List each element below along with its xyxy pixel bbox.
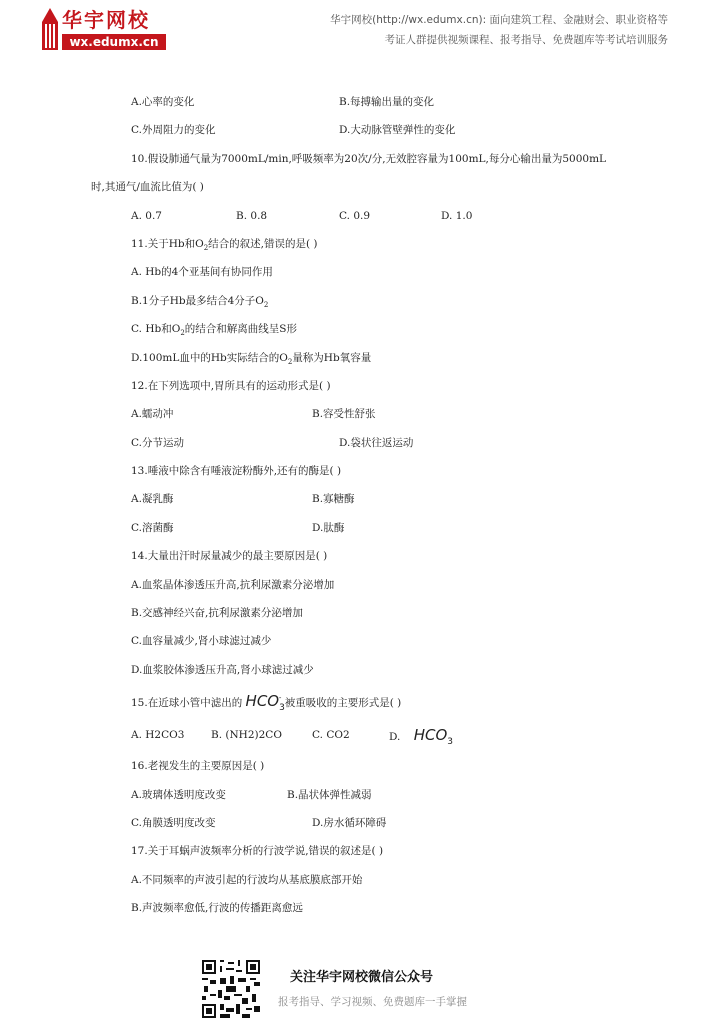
q15-stem: 15.在近球小管中滤出的 $HCO_3^-$ 被重吸收的主要形式是( ) — [131, 692, 402, 714]
q9-options-row-1 — [110, 88, 630, 116]
question-list — [91, 88, 630, 923]
q13-option-a: A.凝乳酶 — [131, 493, 174, 506]
header-line-2: 考证人群提供视频课程、报考指导、免费题库等考试培训服务 — [384, 34, 668, 46]
logo-title: 华宇网校 — [62, 8, 150, 32]
q11-option-c: C. Hb和$O_2$的结合和解离曲线呈S形 — [131, 323, 297, 338]
q12-option-c: C.分节运动 — [131, 436, 184, 449]
q13-option-b: B.寡糖酶 — [312, 493, 355, 506]
bicarbonate-formula: $HCO_3^-$ — [245, 692, 285, 714]
q12-options-row-2 — [110, 429, 630, 457]
q15-option-c: C. CO2 — [312, 729, 350, 742]
q16-options-row-1 — [110, 781, 630, 809]
q11-option-b: B.1分子Hb最多结合4分子$O_2$ — [131, 294, 269, 309]
q9-option-c: C.外周阻力的变化 — [131, 124, 216, 137]
q9-options-row-2 — [110, 116, 630, 144]
q15-option-d: D. $HCO_3$ — [389, 726, 454, 748]
q15-option-b: B. (NH2)2CO — [211, 729, 282, 742]
header-line-1: 华宇网校(http://wx.edumx.cn): 面向建筑工程、金融财会、职业资格等 — [330, 14, 668, 26]
q10-stem-line-1: 10.假设肺通气量为7000mL/min,呼吸频率为20次/分,无效腔容量为100mL,每分心输出量为5000mL — [131, 152, 606, 165]
logo — [40, 8, 168, 50]
q15-option-a: A. H2CO3 — [131, 729, 185, 742]
q12-option-a: A.蠕动冲 — [131, 408, 174, 421]
qr-code-icon — [202, 960, 260, 1018]
q16-option-b: B.晶状体弹性减弱 — [287, 788, 372, 801]
q12-option-b: B.容受性舒张 — [312, 408, 376, 421]
q17-option-b: B.声波频率愈低,行波的传播距离愈远 — [131, 902, 303, 915]
q13-stem: 13.唾液中除含有唾液淀粉酶外,还有的酶是( ) — [131, 465, 342, 478]
bicarbonate-formula-option: $HCO_3$ — [413, 726, 454, 748]
q14-option-c: C.血容量减少,肾小球滤过减少 — [131, 635, 272, 648]
q10-options — [110, 202, 630, 230]
q11-stem: 11.关于Hb和$O_2$结合的叙述,错误的是( ) — [131, 237, 318, 253]
q16-option-a: A.玻璃体透明度改变 — [131, 788, 226, 801]
footer-title: 关注华宇网校微信公众号 — [290, 970, 434, 985]
q14-option-b: B.交感神经兴奋,抗利尿激素分泌增加 — [131, 607, 303, 620]
q12-option-d: D.袋状往返运动 — [339, 436, 414, 449]
q9-option-a: A.心率的变化 — [131, 96, 195, 108]
q14-option-d: D.血浆胶体渗透压升高,肾小球滤过减少 — [131, 663, 314, 676]
q10-option-d: D. 1.0 — [441, 209, 473, 222]
q10-option-b: B. 0.8 — [236, 209, 268, 222]
q9-option-d: D.大动脉管壁弹性的变化 — [339, 124, 456, 137]
q13-options-row-2 — [110, 514, 630, 542]
q11-option-d: D.100mL血中的Hb实际结合的$O_2$量称为Hb氧容量 — [131, 351, 372, 366]
q16-option-d: D.房水循环障碍 — [312, 816, 387, 829]
q10-option-a: A. 0.7 — [131, 209, 162, 222]
q17-option-a: A.不同频率的声波引起的行波均从基底膜底部开始 — [131, 873, 363, 886]
q15-options — [110, 718, 630, 752]
header-text — [330, 10, 668, 50]
q16-options-row-2 — [110, 809, 630, 837]
q16-option-c: C.角膜透明度改变 — [131, 816, 216, 829]
q12-stem: 12.在下列选项中,胃所具有的运动形式是( ) — [131, 379, 331, 392]
q16-stem: 16.老视发生的主要原因是( ) — [131, 760, 265, 773]
q11-option-a: A. Hb的4个亚基间有协同作用 — [131, 266, 273, 279]
footer-subtitle: 报考指导、学习视频、免费题库一手掌握 — [278, 996, 467, 1008]
footer — [202, 960, 532, 1020]
q14-option-a: A.血浆晶体渗透压升高,抗利尿激素分泌增加 — [131, 578, 335, 591]
q10-stem-line-2: 时,其通气/血流比值为( ) — [91, 181, 204, 194]
logo-url: wx.edumx.cn — [62, 34, 166, 50]
q14-stem: 14.大量出汗时尿量减少的最主要原因是( ) — [131, 550, 328, 563]
q9-option-b: B.每搏输出量的变化 — [339, 96, 435, 108]
q17-stem: 17.关于耳蜗声波频率分析的行波学说,错误的叙述是( ) — [131, 845, 384, 858]
pencil-logo-icon — [40, 8, 60, 50]
q13-options-row-1 — [110, 485, 630, 513]
q12-options-row-1 — [110, 400, 630, 428]
q13-option-d: D.肽酶 — [312, 521, 345, 534]
q10-option-c: C. 0.9 — [339, 209, 371, 222]
q13-option-c: C.溶菌酶 — [131, 521, 174, 534]
